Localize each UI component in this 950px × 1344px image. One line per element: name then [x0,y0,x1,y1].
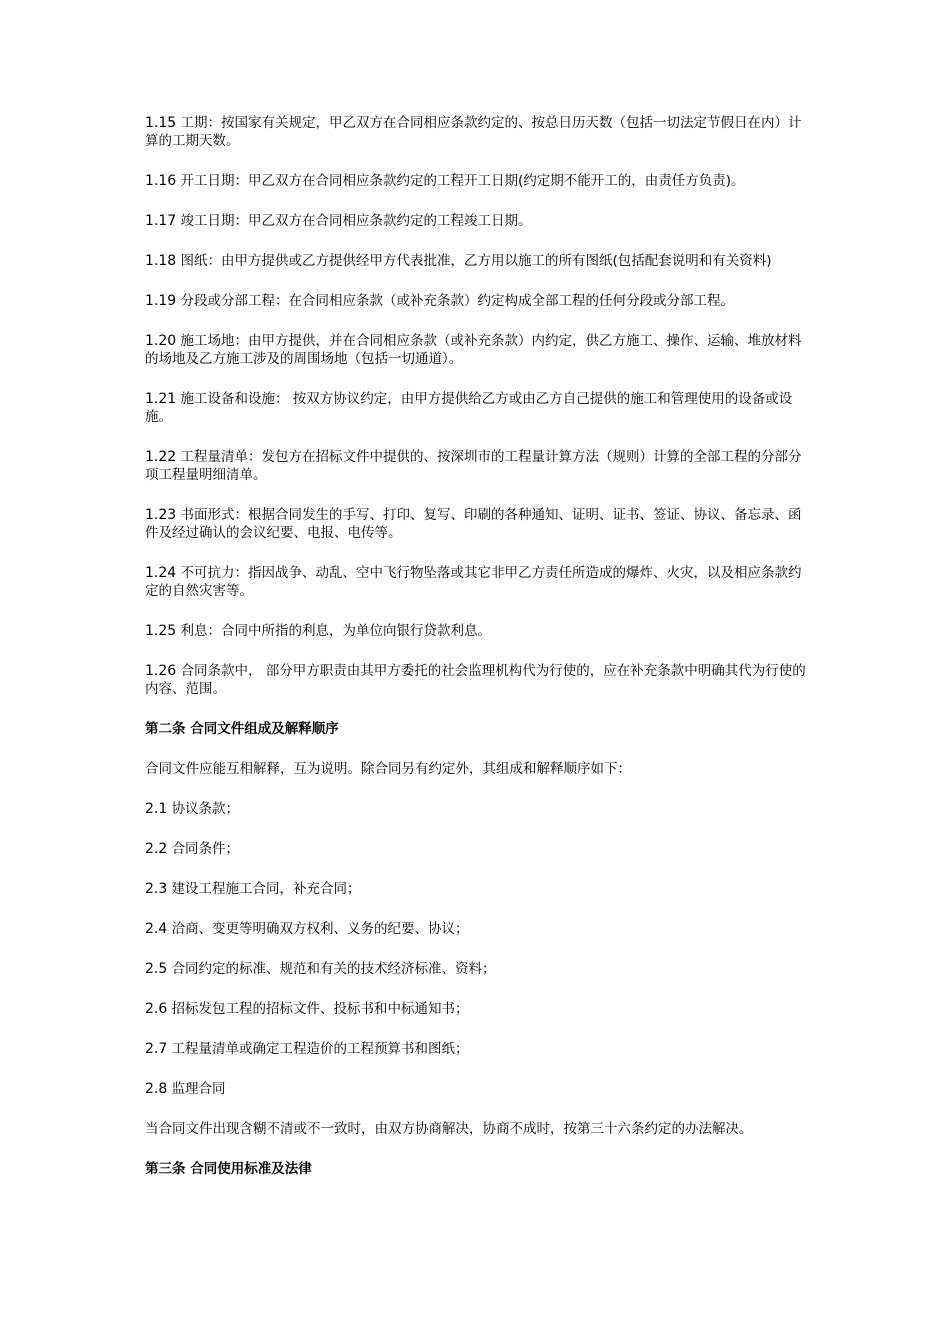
clause-text: 建设工程施工合同，补充合同； [171,881,361,897]
clause-text: 施工场地：由甲方提供，并在合同相应条款（或补充条款）内约定，供乙方施工、操作、运输、堆放材料的场地及乙方施工涉及的周围场地（包括一切通道）。 [145,333,802,367]
list-item-2-7 [145,1040,810,1058]
clause-number: 2.4 [145,921,168,937]
clause-text: 书面形式：根据合同发生的手写、打印、复写、印刷的各种通知、证明、证书、签证、协议、备忘录、函件及经过确认的会议纪要、电报、电传等。 [145,507,802,541]
definition-1-21 [145,390,810,426]
clause-number: 2.2 [145,841,168,857]
definition-1-25 [145,622,810,640]
clause-number: 1.16 [145,173,177,189]
clause-number: 2.6 [145,1001,168,1017]
article-3-heading: 第三条 合同使用标准及法律 [145,1161,312,1177]
list-item-2-6 [145,1000,810,1018]
definition-1-26 [145,662,810,698]
list-item-2-8 [145,1080,810,1098]
clause-text: 开工日期：甲乙双方在合同相应条款约定的工程开工日期(约定期不能开工的，由责任方负责)。 [180,173,745,189]
definition-1-19 [145,292,810,310]
clause-text: 监理合同 [171,1081,226,1097]
clause-text: 工期：按国家有关规定，甲乙双方在合同相应条款约定的、按总日历天数（包括一切法定节假日在内）计算的工期天数。 [145,115,802,149]
clause-number: 1.15 [145,115,177,131]
definition-1-18 [145,252,810,270]
article-2-heading: 第二条 合同文件组成及解释顺序 [145,721,339,737]
clause-text: 分段或分部工程：在合同相应条款（或补充条款）约定构成全部工程的任何分段或分部工程。 [180,293,734,309]
clause-number: 2.3 [145,881,168,897]
clause-text: 工程量清单或确定工程造价的工程预算书和图纸； [171,1041,469,1057]
list-item-2-5 [145,960,810,978]
clause-text: 利息：合同中所指的利息，为单位向银行贷款利息。 [180,623,491,639]
clause-text: 不可抗力：指因战争、动乱、空中飞行物坠落或其它非甲乙方责任所造成的爆炸、火灾，以及相应条款约定的自然灾害等。 [145,565,802,599]
clause-number: 1.20 [145,333,177,349]
clause-number: 1.19 [145,293,177,309]
clause-text: 施工设备和设施： 按双方协议约定，由甲方提供给乙方或由乙方自己提供的施工和管理使用的设备或设施。 [145,391,793,425]
clause-text: 招标发包工程的招标文件、投标书和中标通知书； [171,1001,469,1017]
clause-number: 1.17 [145,213,177,229]
definition-1-22 [145,448,810,484]
definition-1-24 [145,564,810,600]
article-2-closing: 当合同文件出现含糊不清或不一致时，由双方协商解决，协商不成时，按第三十六条约定的办法解决。 [145,1121,753,1137]
clause-number: 1.25 [145,623,177,639]
clause-text: 协议条款； [171,801,240,817]
clause-number: 1.22 [145,449,177,465]
list-item-2-2 [145,840,810,858]
article-3-section [145,1160,810,1178]
clause-text: 合同条件； [171,841,240,857]
article-2-section [145,720,810,1138]
clause-text: 竣工日期：甲乙双方在合同相应条款约定的工程竣工日期。 [180,213,532,229]
clause-text: 洽商、变更等明确双方权利、义务的纪要、协议； [171,921,469,937]
clause-number: 2.5 [145,961,168,977]
article-2-intro: 合同文件应能互相解释，互为说明。除合同另有约定外，其组成和解释顺序如下： [145,761,631,777]
clause-text: 图纸：由甲方提供或乙方提供经甲方代表批准，乙方用以施工的所有图纸(包括配套说明和有关资料) [180,253,772,269]
clause-text: 合同约定的标准、规范和有关的技术经济标准、资料； [171,961,496,977]
document-page [145,114,810,1200]
clause-number: 1.26 [145,663,177,679]
clause-number: 1.24 [145,565,177,581]
clause-number: 2.1 [145,801,168,817]
list-item-2-3 [145,880,810,898]
clause-number: 1.18 [145,253,177,269]
definition-1-23 [145,506,810,542]
definition-1-20 [145,332,810,368]
list-item-2-1 [145,800,810,818]
definition-1-15 [145,114,810,150]
clause-number: 1.21 [145,391,177,407]
list-item-2-4 [145,920,810,938]
definition-1-16 [145,172,810,190]
definitions-section [145,114,810,698]
clause-number: 1.23 [145,507,177,523]
clause-number: 2.8 [145,1081,168,1097]
clause-text: 工程量清单：发包方在招标文件中提供的、按深圳市的工程量计算方法（规则）计算的全部工程的分部分项工程量明细清单。 [145,449,802,483]
clause-text: 合同条款中， 部分甲方职责由其甲方委托的社会监理机构代为行使的，应在补充条款中明确其代为行使的内容、范围。 [145,663,806,697]
clause-number: 2.7 [145,1041,168,1057]
definition-1-17 [145,212,810,230]
